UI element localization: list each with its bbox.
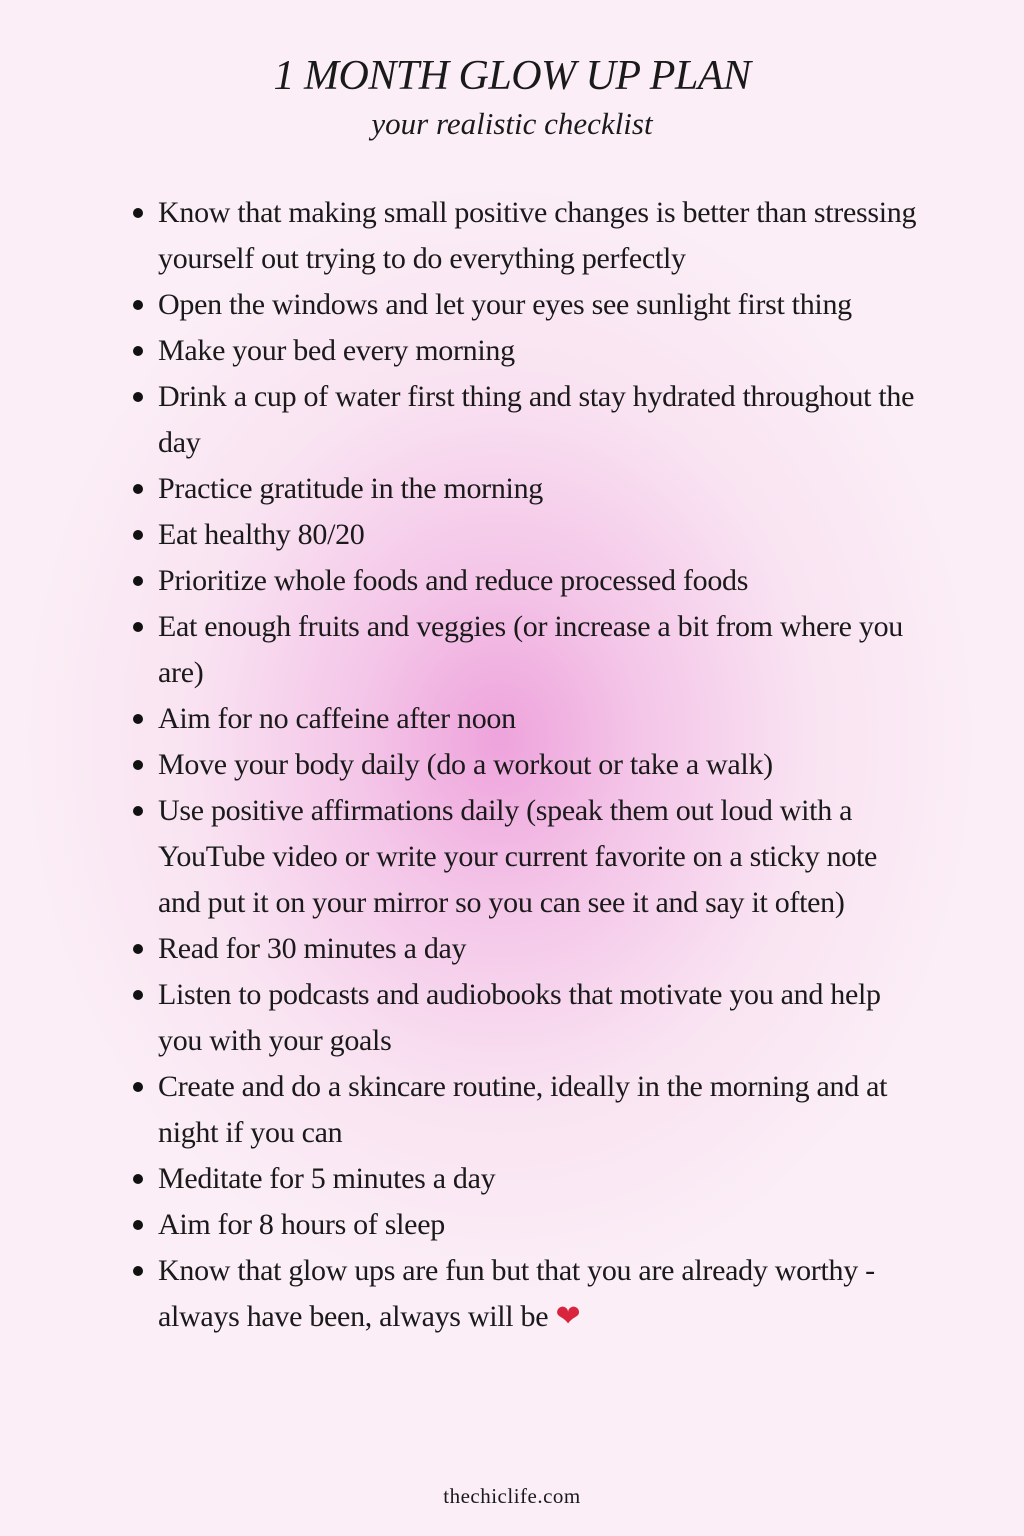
checklist-item [130,190,925,282]
checklist-item [130,926,925,972]
checklist-item-text: Drink a cup of water first thing and stay hydrated throughout the day [158,380,915,459]
checklist-item-text: Create and do a skincare routine, ideally in the morning and at night if you can [158,1070,888,1149]
checklist-item-text: Eat enough fruits and veggies (or increase a bit from where you are) [158,610,904,689]
checklist-item [130,466,925,512]
bullet-icon [133,576,143,586]
checklist-item [130,328,925,374]
bullet-icon [133,484,143,494]
checklist-item-text: Make your bed every morning [158,334,515,367]
bullet-icon [133,714,143,724]
checklist-item [130,1064,925,1156]
checklist-item [130,972,925,1064]
checklist-item-text: Read for 30 minutes a day [158,932,467,965]
checklist-item-text: Aim for no caffeine after noon [158,702,516,735]
checklist-item [130,512,925,558]
page-subtitle: your realistic checklist [371,106,653,141]
checklist-item [130,558,925,604]
bullet-icon [133,392,143,402]
checklist-item [130,604,925,696]
checklist-item-text: Meditate for 5 minutes a day [158,1162,496,1195]
checklist-item-text: Eat healthy 80/20 [158,518,365,551]
bullet-icon [133,944,143,954]
checklist-item [130,1248,925,1340]
bullet-icon [133,622,143,632]
checklist-item-text: Prioritize whole foods and reduce processed foods [158,564,749,597]
checklist-item [130,788,925,926]
bullet-icon [133,806,143,816]
bullet-icon [133,300,143,310]
checklist-item-text: Practice gratitude in the morning [158,472,543,505]
bullet-icon [133,1266,143,1276]
checklist-item [130,1202,925,1248]
checklist-item-text: Know that glow ups are fun but that you are already worthy - always have been, always will be [158,1254,875,1333]
bullet-icon [133,208,143,218]
bullet-icon [133,530,143,540]
checklist-item-text: Know that making small positive changes is better than stressing yourself out trying to do everything perfectly [158,196,917,275]
bullet-icon [133,1174,143,1184]
bullet-icon [133,1082,143,1092]
checklist-item [130,742,925,788]
checklist-item-text: Aim for 8 hours of sleep [158,1208,445,1241]
bullet-icon [133,346,143,356]
checklist-item-text: Move your body daily (do a workout or take a walk) [158,748,773,781]
checklist-item-text: Listen to podcasts and audiobooks that motivate you and help you with your goals [158,978,881,1057]
checklist-item-text: Use positive affirmations daily (speak them out loud with a YouTube video or write your current favorite on a sticky note and put it on your mirror so you can see it and say it often) [158,794,878,919]
heart-icon: ❤ [548,1300,581,1333]
bullet-icon [133,1220,143,1230]
checklist [130,190,925,1340]
page-title: 1 MONTH GLOW UP PLAN [273,53,751,99]
bullet-icon [133,760,143,770]
checklist-item [130,696,925,742]
bullet-icon [133,990,143,1000]
checklist-item [130,1156,925,1202]
checklist-item-text: Open the windows and let your eyes see sunlight first thing [158,288,852,321]
checklist-item [130,282,925,328]
checklist-item [130,374,925,466]
footer-website: thechiclife.com [443,1484,581,1508]
